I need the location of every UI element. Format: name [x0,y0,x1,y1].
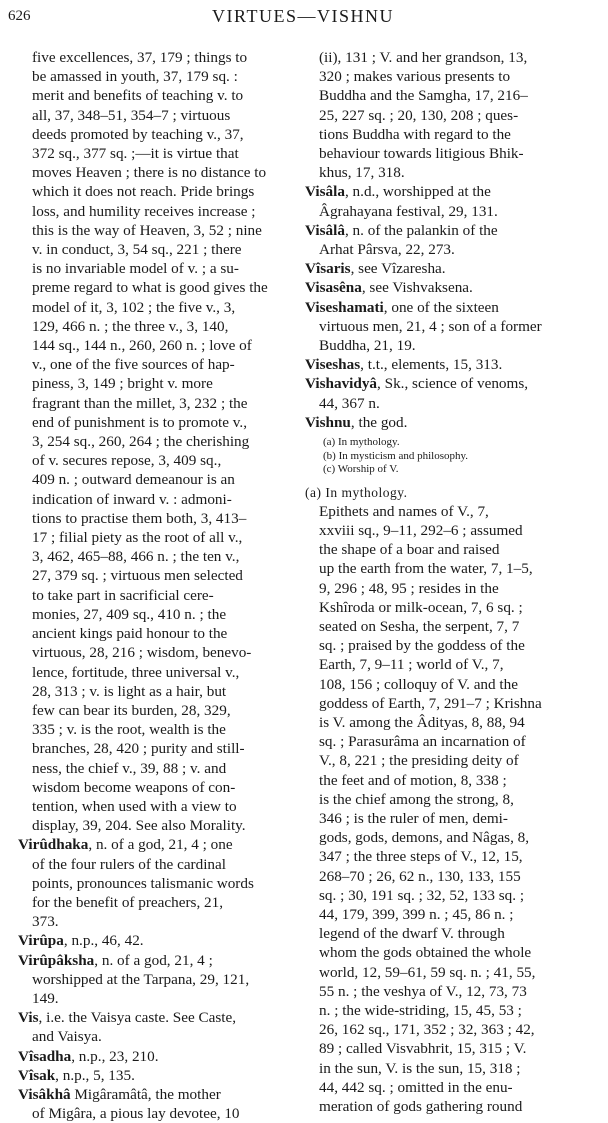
headword: Vîsak [18,1066,56,1084]
index-entry-line [305,963,593,982]
index-entry-line [18,586,294,605]
index-entry-line [305,905,593,924]
entry-text: seated on Sesha, the serpent, 7, 7 [319,617,520,635]
entry-text: wisdom become weapons of con- [32,778,236,796]
entry-text: deeds promoted by teaching v., 37, [32,125,244,143]
entry-text: the shape of a boar and raised [319,541,500,559]
entry-text: 268–70 ; 26, 62 n., 130, 133, 155 [319,867,521,885]
index-entry-line [18,682,294,701]
entry-text: model of it, 3, 102 ; the five v., 3, [32,298,236,316]
index-entry-line [305,655,593,674]
index-entry-line [305,106,593,125]
entry-text: , i.e. the Vaisya caste. See Caste, [38,1009,237,1027]
index-entry-line [305,1039,593,1058]
index-entry-line [305,675,593,694]
entry-text: 373. [32,913,59,931]
index-entry-line [18,970,294,989]
page-number: 626 [8,8,31,24]
index-entry-heading-line [305,182,593,201]
index-entry-line [305,943,593,962]
entry-text: 44, 367 n. [319,394,380,412]
index-entry-line [305,1059,593,1078]
entry-text: 55 n. ; the veshya of V., 12, 73, 73 [319,982,527,1000]
page-header [8,6,598,32]
entry-text: 28, 313 ; v. is light as a hair, but [32,682,227,700]
entry-text: in the sun, V. is the sun, 15, 318 ; [319,1059,521,1077]
entry-text: Buddha and the Samgha, 17, 216– [319,87,528,105]
entry-text: indication of inward v. : admoni- [32,490,232,508]
index-entry-line [18,451,294,470]
index-entry-line [18,125,294,144]
entry-text: 17 ; filial piety as the root of all v., [32,529,243,547]
headword: Visasêna [305,279,362,297]
headword: Visâkhâ [18,1085,71,1103]
index-entry-line [305,790,593,809]
index-entry-line [18,163,294,182]
index-entry-line [18,298,294,317]
index-entry-line [305,809,593,828]
headword: Visâla [305,183,345,201]
index-entry-line [18,720,294,739]
entry-text: Kshîroda or milk-ocean, 7, 6 sq. ; [319,598,523,616]
index-entry-heading-line [305,259,593,278]
entry-text: v. in conduct, 3, 54 sq., 221 ; there [32,241,242,259]
entry-text: 335 ; v. is the root, wealth is the [32,721,226,739]
entry-text: piness, 3, 149 ; bright v. more [32,375,213,393]
index-entry-line [18,739,294,758]
index-entry-line [18,336,294,355]
entry-text: for the benefit of preachers, 21, [32,893,224,911]
entry-text: end of punishment is to promote v., [32,413,247,431]
entry-text: 346 ; is the ruler of men, demi- [319,810,508,828]
entry-text: , n.d., worshipped at the [344,183,491,201]
entry-text: few can bear its burden, 28, 329, [32,701,231,719]
index-entry-line [305,336,593,355]
index-entry-line [18,605,294,624]
index-entry-line [18,509,294,528]
entry-text: , t.t., elements, 15, 313. [360,356,503,374]
index-entry-line [18,355,294,374]
entry-text: tions Buddha with regard to the [319,125,511,143]
index-entry-line [305,732,593,751]
index-entry-line [18,48,294,67]
index-entry-line [305,598,593,617]
entry-text: 372 sq., 377 sq. ;—it is virtue that [32,145,239,163]
index-entry-line [305,48,593,67]
entry-text: , n. of a god, 21, 4 ; [94,951,213,969]
index-entry-line [305,502,593,521]
index-entry-line [305,828,593,847]
right-column [305,48,593,1116]
index-entry-line [305,394,593,413]
entry-text: legend of the dwarf V. through [319,925,505,943]
entry-text: lence, fortitude, three universal v., [32,663,240,681]
index-entry-line [18,816,294,835]
entry-text: , n. of the palankin of the [344,221,498,239]
entry-text: 27, 379 sq. ; virtuous men selected [32,567,243,585]
entry-text: Arhat Pârsva, 22, 273. [319,241,455,259]
index-entry-heading-line [18,835,294,854]
index-entry-line [18,874,294,893]
entry-text: branches, 28, 420 ; purity and still- [32,740,245,758]
entry-text: n. ; the wide-striding, 15, 45, 53 ; [319,1002,522,1020]
index-entry-heading-line [18,1047,294,1066]
index-entry-line [305,240,593,259]
entry-text: ancient kings paid honour to the [32,625,228,643]
headword: Virûpâksha [18,951,95,969]
entry-text: sq. ; Parasurâma an incarnation of [319,733,526,751]
entry-text: 108, 156 ; colloquy of V. and the [319,675,518,693]
right-column-entries-continued [305,502,593,1117]
entry-text: to take part in sacrificial cere- [32,586,214,604]
index-entry-line [18,797,294,816]
left-column [18,48,294,1123]
section-heading: (a) In mythology. [305,484,408,500]
index-entry-heading-line [305,355,593,374]
entry-text: 347 ; the three steps of V., 12, 15, [319,848,523,866]
index-entry-line [18,778,294,797]
entry-text: Epithets and names of V., 7, [319,502,489,520]
index-entry-line [18,490,294,509]
index-entry-line [18,432,294,451]
entry-text: up the earth from the water, 7, 1–5, [319,560,533,578]
headword: Viseshas [305,356,361,374]
index-entry-line [18,221,294,240]
index-entry-line [305,521,593,540]
index-entry-line [18,144,294,163]
index-entry-line [18,374,294,393]
headword: Visâlâ [305,221,345,239]
index-entry-line [18,470,294,489]
index-entry-line [305,751,593,770]
entry-text: whom the gods obtained the whole [319,944,532,962]
right-column-entries [305,48,593,432]
index-entry-line [18,67,294,86]
entry-text: 89 ; called Visvabhrit, 15, 315 ; V. [319,1040,527,1058]
headword: Virûdhaka [18,836,89,854]
headword: Vishnu [305,413,351,431]
index-entry-line [305,559,593,578]
entry-text: of v. secures repose, 3, 409 sq., [32,452,222,470]
entry-text: merit and benefits of teaching v. to [32,87,244,105]
index-entry-line [305,540,593,559]
entry-text: preme regard to what is good gives the [32,279,268,297]
index-entry-line [305,1001,593,1020]
vishnu-subsection-list [305,436,593,477]
headword: Vishavidyâ [305,375,378,393]
index-entry-line [18,855,294,874]
entry-text: fragrant than the millet, 3, 232 ; the [32,394,248,412]
entry-text: 320 ; makes various presents to [319,68,511,86]
index-entry-line [305,713,593,732]
entry-text: 144 sq., 144 n., 260, 260 n. ; love of [32,337,252,355]
subsection-item: (a) In mythology. [323,436,400,449]
entry-text: , n.p., 5, 135. [55,1066,135,1084]
entry-text: Buddha, 21, 19. [319,337,416,355]
index-entry-heading-line [18,1066,294,1085]
entry-text: 25, 227 sq. ; 20, 130, 208 ; ques- [319,106,519,124]
index-entry-line [18,701,294,720]
index-entry-line [18,759,294,778]
index-entry-line [18,528,294,547]
entry-text: be amassed in youth, 37, 179 sq. : [32,68,238,86]
entry-text: display, 39, 204. See also Morality. [32,817,246,835]
index-entry-heading-line [18,931,294,950]
entry-text: v., one of the five sources of hap- [32,356,235,374]
running-head: VIRTUES—VISHNU [212,6,394,26]
entry-text: monies, 27, 409 sq., 410 n. ; the [32,605,227,623]
index-entry-line [18,893,294,912]
index-entry-heading-line [18,1008,294,1027]
index-entry-line [305,86,593,105]
index-entry-heading-line [18,951,294,970]
entry-text: which it does not reach. Pride brings [32,183,255,201]
index-entry-line [305,202,593,221]
entry-text: 3, 254 sq., 260, 264 ; the cherishing [32,433,250,451]
entry-text: , one of the sixteen [383,298,499,316]
index-entry-line [18,182,294,201]
entry-text: (ii), 131 ; V. and her grandson, 13, [319,49,528,66]
index-entry-line [18,566,294,585]
index-entry-line [18,394,294,413]
index-entry-line [18,624,294,643]
entry-text: , Sk., science of venoms, [377,375,529,393]
index-entry-heading-line [305,221,593,240]
headword: Virûpa [18,932,64,950]
entry-text: world, 12, 59–61, 59 sq. n. ; 41, 55, [319,963,536,981]
index-entry-heading-line [305,413,593,432]
index-entry-line [18,663,294,682]
entry-text: this is the way of Heaven, 3, 52 ; nine [32,221,262,239]
entry-text: Earth, 7, 9–11 ; world of V., 7, [319,656,504,674]
index-entry-line [18,106,294,125]
entry-text: 44, 442 sq. ; omitted in the enu- [319,1078,513,1096]
index-entry-line [18,202,294,221]
index-entry-line [305,867,593,886]
entry-text: gods, gods, demons, and Nâgas, 8, [319,829,530,847]
index-entry-line [305,1078,593,1097]
index-entry-line [305,67,593,86]
index-entry-line [305,771,593,790]
index-entry-line [18,643,294,662]
headword: Vîsaris [305,260,351,278]
entry-text: , n.p., 46, 42. [63,932,144,950]
index-entry-line [18,912,294,931]
entry-text: , the god. [350,413,408,431]
entry-text: virtuous, 28, 216 ; wisdom, benevo- [32,644,252,662]
index-entry-line [305,636,593,655]
entry-text: points, pronounces talismanic words [32,874,254,892]
subsection-item: (c) Worship of V. [323,463,399,476]
entry-text: five excellences, 37, 179 ; things to [32,49,248,66]
index-entry-line [18,86,294,105]
entry-text: of Migâra, a pious lay devotee, 10 [32,1105,240,1123]
index-entry-line [305,847,593,866]
index-entry-line [18,413,294,432]
index-entry-line [305,579,593,598]
entry-text: tention, when used with a view to [32,797,237,815]
entry-text: Âgrahayana festival, 29, 131. [319,202,498,220]
entry-text: 3, 462, 465–88, 466 n. ; the ten v., [32,548,240,566]
entry-text: 9, 296 ; 48, 95 ; resides in the [319,579,499,597]
entry-text: is no invariable model of v. ; a su- [32,260,239,278]
entry-text: is the chief among the strong, 8, [319,790,514,808]
headword: Vîsadha [18,1047,72,1065]
entry-text: the feet and of motion, 8, 338 ; [319,771,507,789]
index-entry-line [305,617,593,636]
index-entry-line [18,259,294,278]
index-entry-line [18,317,294,336]
index-entry-line [18,1027,294,1046]
entry-text: V., 8, 221 ; the presiding deity of [319,752,519,770]
entry-text: tions to practise them both, 3, 413– [32,509,247,527]
entry-text: of the four rulers of the cardinal [32,855,226,873]
index-entry-line [305,886,593,905]
entry-text: 149. [32,989,59,1007]
entry-text: all, 37, 348–51, 354–7 ; virtuous [32,106,231,124]
entry-text: moves Heaven ; there is no distance to [32,164,267,182]
entry-text: , n. of a god, 21, 4 ; one [88,836,233,854]
entry-text: 409 n. ; outward demeanour is an [32,471,235,489]
index-entry-line [305,982,593,1001]
index-entry-heading-line [305,298,593,317]
entry-text: virtuous men, 21, 4 ; son of a former [319,317,542,335]
entry-text: khus, 17, 318. [319,164,405,182]
index-entry-heading-line [18,1085,294,1104]
index-entry-line [18,278,294,297]
entry-text: ness, the chief v., 39, 88 ; v. and [32,759,227,777]
entry-text: worshipped at the Tarpana, 29, 121, [32,970,250,988]
index-entry-line [305,924,593,943]
entry-text: Migâramâtâ, the mother [70,1085,221,1103]
entry-text: 44, 179, 399, 399 n. ; 45, 86 n. ; [319,906,514,924]
index-entry-line [305,1097,593,1116]
index-entry-line [18,240,294,259]
entry-text: is V. among the Âdityas, 8, 88, 94 [319,714,525,731]
entry-text: goddess of Earth, 7, 291–7 ; Krishna [319,694,542,712]
entry-text: behaviour towards litigious Bhik- [319,145,524,163]
index-entry-line [305,125,593,144]
index-entry-line [305,144,593,163]
subsection-item: (b) In mysticism and philosophy. [323,449,469,462]
index-entry-line [18,989,294,1008]
index-entry-line [18,1104,294,1123]
index-entry-heading-line [305,374,593,393]
entry-text: 129, 466 n. ; the three v., 3, 140, [32,317,229,335]
index-entry-heading-line [305,278,593,297]
entry-text: sq. ; praised by the goddess of the [319,637,525,655]
index-entry-line [305,1020,593,1039]
entry-text: , n.p., 23, 210. [71,1047,159,1065]
entry-text: sq. ; 30, 191 sq. ; 32, 52, 133 sq. ; [319,886,525,904]
index-entry-line [305,694,593,713]
index-entry-line [305,163,593,182]
entry-text: , see Vîzaresha. [350,260,446,278]
entry-text: and Vaisya. [32,1028,102,1046]
entry-text: , see Vishvaksena. [361,279,473,297]
index-entry-line [18,547,294,566]
index-entry-line [305,317,593,336]
entry-text: 26, 162 sq., 171, 352 ; 32, 363 ; 42, [319,1021,535,1039]
entry-text: xxviii sq., 9–11, 292–6 ; assumed [319,521,523,539]
entry-text: meration of gods gathering round [319,1098,523,1116]
headword: Viseshamati [305,298,384,316]
headword: Vis [18,1009,39,1027]
entry-text: loss, and humility receives increase ; [32,202,256,220]
